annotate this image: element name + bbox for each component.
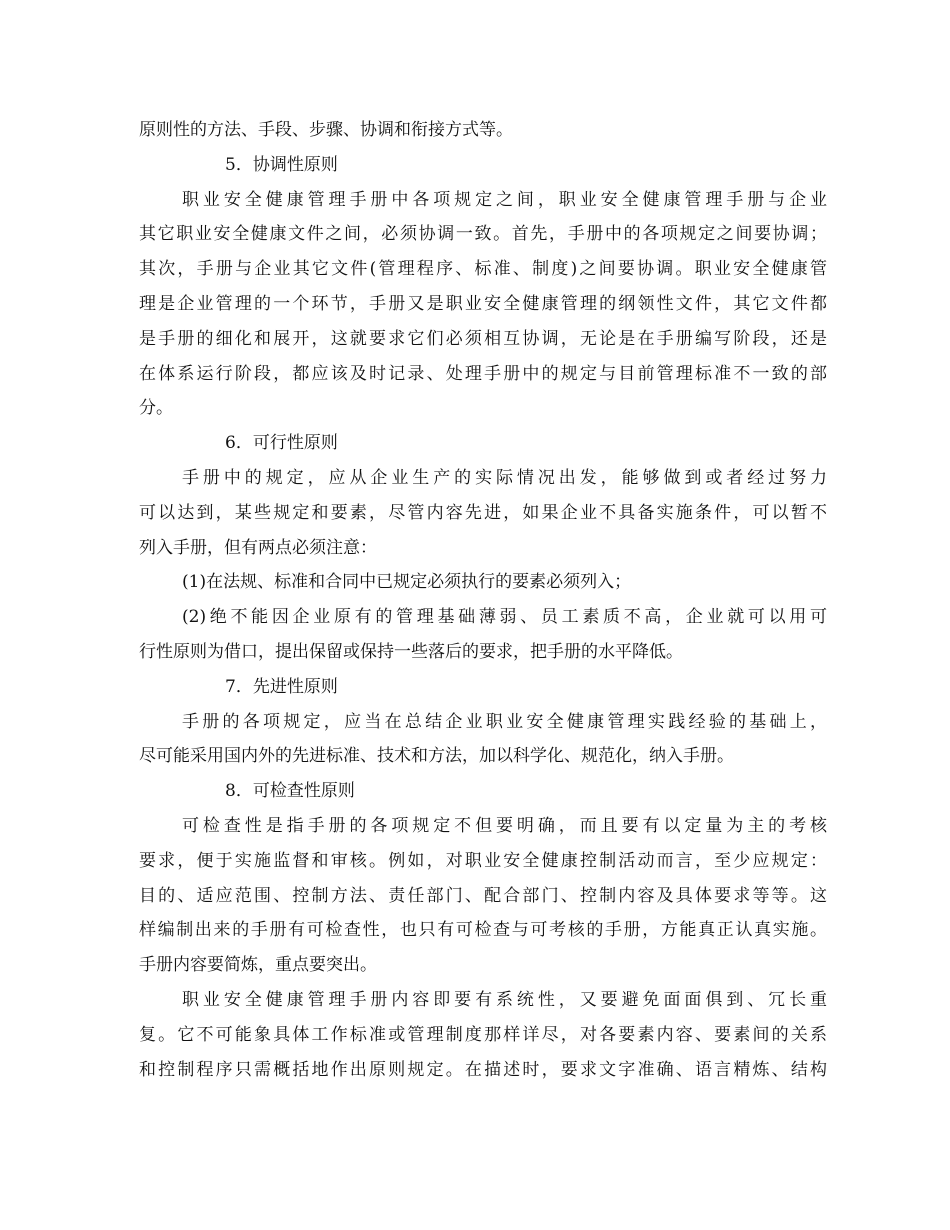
paragraph-line: 是手册的细化和展开，这就要求它们必须相互协调，无论是在手册编写阶段，还是 [139,328,827,349]
paragraph-line: 列入手册，但有两点必须注意： [139,537,377,558]
section-heading-7: 7．先进性原则 [225,676,338,697]
paragraph-line: 原则性的方法、手段、步骤、协调和衔接方式等。 [139,120,513,140]
list-item-1: (1)在法规、标准和合同中已规定必须执行的要素必须列入； [182,572,632,593]
paragraph-line: 其它职业安全健康文件之间，必须协调一致。首先，手册中的各项规定之间要协调； [139,224,827,245]
paragraph-line: 目的、适应范围、控制方法、责任部门、配合部门、控制内容及具体要求等等。这 [139,885,827,906]
paragraph-line: 要求，便于实施监督和审核。例如，对职业安全健康控制活动而言，至少应规定： [139,850,827,871]
paragraph-line: 手册中的规定，应从企业生产的实际情况出发，能够做到或者经过努力 [182,467,827,488]
paragraph-line: 样编制出来的手册有可检查性，也只有可检查与可考核的手册，方能真正认真实施。 [139,920,827,941]
paragraph-line: 其次，手册与企业其它文件(管理程序、标准、制度)之间要协调。职业安全健康管 [139,259,827,280]
paragraph-line: 可检查性是指手册的各项规定不但要明确，而且要有以定量为主的考核 [182,815,827,836]
paragraph-line: 职业安全健康管理手册中各项规定之间，职业安全健康管理手册与企业 [182,189,827,210]
paragraph-line: 分。 [139,398,173,419]
section-heading-8: 8．可检查性原则 [225,781,355,802]
paragraph-line: 职业安全健康管理手册内容即要有系统性，又要避免面面俱到、冗长重 [182,989,827,1010]
paragraph-line: 可以达到，某些规定和要素，尽管内容先进，如果企业不具备实施条件，可以暂不 [139,502,827,523]
paragraph-line: 尽可能采用国内外的先进标准、技术和方法，加以科学化、规范化，纳入手册。 [139,746,734,767]
paragraph-line: 在体系运行阶段，都应该及时记录、处理手册中的规定与目前管理标准不一致的部 [139,363,827,384]
list-item-2: (2)绝不能因企业原有的管理基础薄弱、员工素质不高，企业就可以用可 [182,607,827,628]
section-heading-5: 5．协调性原则 [225,154,338,175]
paragraph-line: 理是企业管理的一个环节，手册又是职业安全健康管理的纲领性文件，其它文件都 [139,293,827,314]
paragraph-line: 和控制程序只需概括地作出原则规定。在描述时，要求文字准确、语言精炼、结构 [139,1059,827,1080]
paragraph-line: 复。它不可能象具体工作标准或管理制度那样详尽，对各要素内容、要素间的关系 [139,1024,827,1045]
paragraph-line: 行性原则为借口，提出保留或保持一些落后的要求，把手册的水平降低。 [139,641,683,662]
section-heading-6: 6．可行性原则 [225,433,338,454]
paragraph-line: 手册内容要简炼，重点要突出。 [139,955,377,976]
document-body [139,113,827,1087]
paragraph-line: 手册的各项规定，应当在总结企业职业安全健康管理实践经验的基础上， [182,711,827,732]
